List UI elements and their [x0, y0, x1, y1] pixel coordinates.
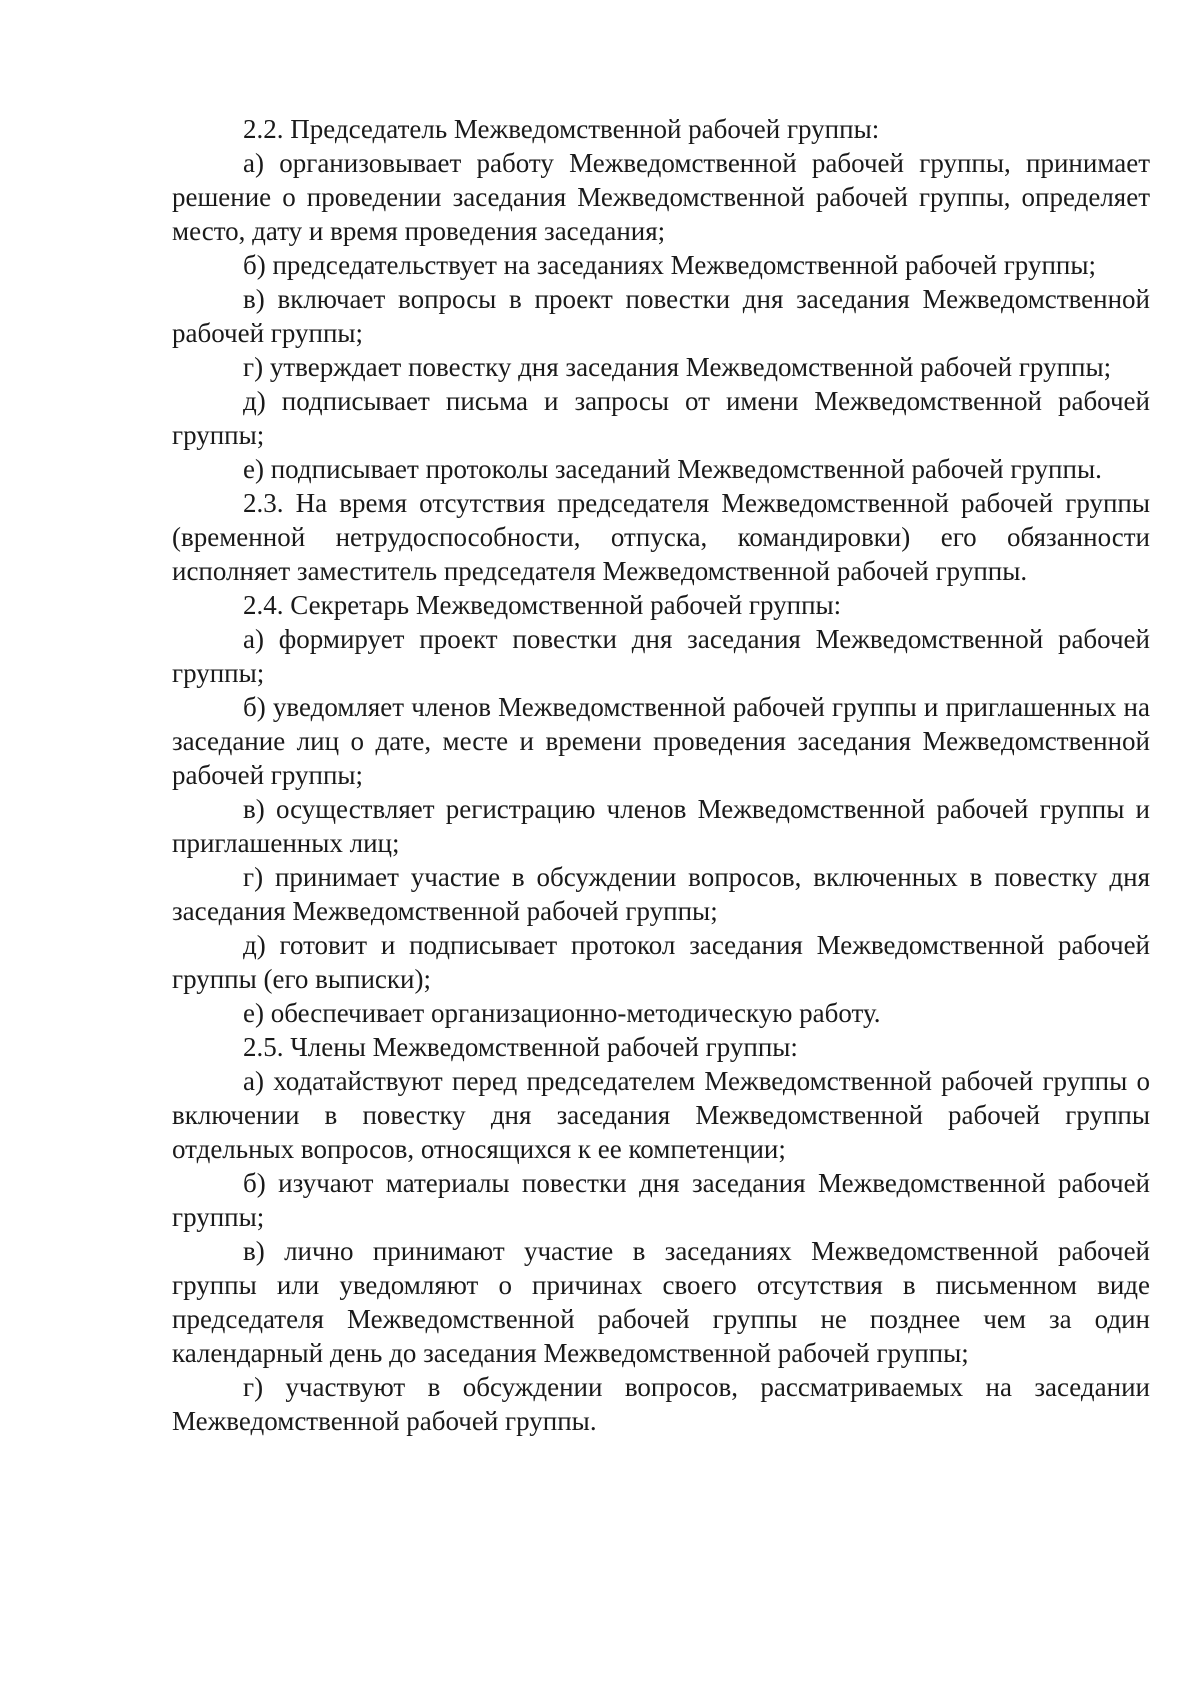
section-2-4-heading: 2.4. Секретарь Межведомственной рабочей группы:: [243, 590, 842, 620]
item-2-2-v: в) включает вопросы в проект повестки дня заседания Межведомственной рабочей группы;: [172, 284, 1150, 348]
item-2-2-e: е) подписывает протоколы заседаний Межведомственной рабочей группы.: [243, 454, 1102, 484]
item-2-4-g: г) принимает участие в обсуждении вопросов, включенных в повестку дня заседания Межведомственной рабочей группы;: [172, 862, 1150, 926]
item-2-4-v: в) осуществляет регистрацию членов Межведомственной рабочей группы и приглашенных лиц;: [172, 794, 1150, 858]
item-2-5-a: а) ходатайствуют перед председателем Межведомственной рабочей группы о включении в повестку дня заседания Межведомственной рабочей группы отдельных вопросов, относящихся к ее компетенции;: [172, 1066, 1150, 1164]
section-2-5-heading: 2.5. Члены Межведомственной рабочей группы:: [243, 1032, 798, 1062]
document-body: [172, 112, 1150, 1438]
item-2-4-a: а) формирует проект повестки дня заседания Межведомственной рабочей группы;: [172, 624, 1150, 688]
section-2-2-heading: 2.2. Председатель Межведомственной рабочей группы:: [243, 114, 880, 144]
item-2-4-b: б) уведомляет членов Межведомственной рабочей группы и приглашенных на заседание лиц о дате, месте и времени проведения заседания Межведомственной рабочей группы;: [172, 692, 1150, 790]
item-2-5-b: б) изучают материалы повестки дня заседания Межведомственной рабочей группы;: [172, 1168, 1150, 1232]
item-2-4-d: д) готовит и подписывает протокол заседания Межведомственной рабочей группы (его выписки);: [172, 930, 1150, 994]
item-2-2-g: г) утверждает повестку дня заседания Межведомственной рабочей группы;: [243, 352, 1112, 382]
item-2-2-b: б) председательствует на заседаниях Межведомственной рабочей группы;: [243, 250, 1096, 280]
item-2-2-a: а) организовывает работу Межведомственной рабочей группы, принимает решение о проведении заседания Межведомственной рабочей группы, определяет место, дату и время проведения заседания;: [172, 148, 1150, 246]
item-2-5-v: в) лично принимают участие в заседаниях Межведомственной рабочей группы или уведомляют о причинах своего отсутствия в письменном виде председателя Межведомственной рабочей группы не позднее чем за один календарный день до заседания Межведомственной рабочей группы;: [172, 1236, 1150, 1368]
section-2-3-paragraph: 2.3. На время отсутствия председателя Межведомственной рабочей группы (временной нетрудоспособности, отпуска, командировки) его обязанности исполняет заместитель председателя Межведомственной рабочей группы.: [172, 488, 1150, 586]
item-2-5-g: г) участвуют в обсуждении вопросов, рассматриваемых на заседании Межведомственной рабочей группы.: [172, 1372, 1150, 1436]
item-2-2-d: д) подписывает письма и запросы от имени Межведомственной рабочей группы;: [172, 386, 1150, 450]
item-2-4-e: е) обеспечивает организационно-методическую работу.: [243, 998, 881, 1028]
